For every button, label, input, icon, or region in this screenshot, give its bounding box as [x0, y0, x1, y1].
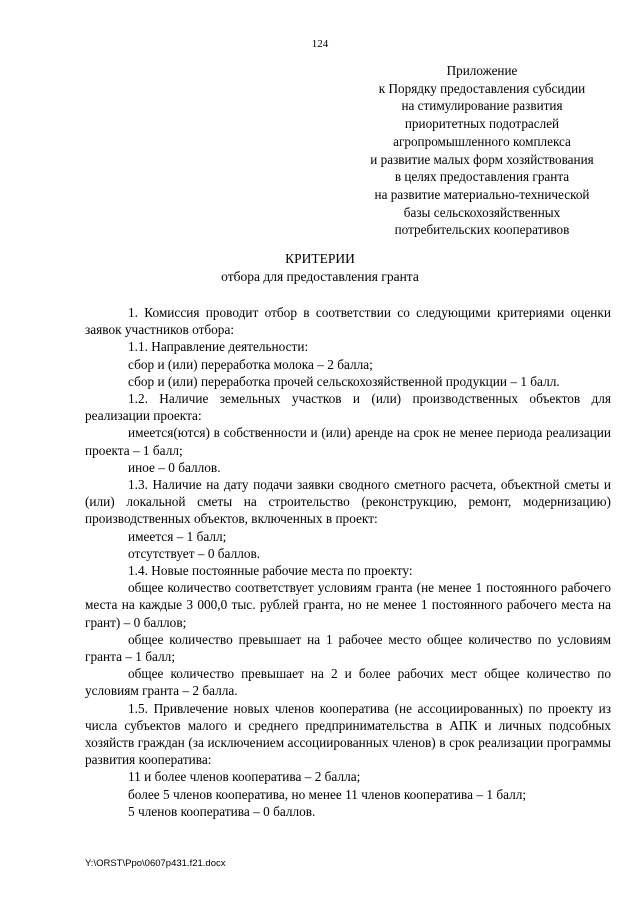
appendix-line: к Порядку предоставления субсидии: [378, 80, 586, 96]
appendix-line: базы сельскохозяйственных: [403, 204, 561, 220]
paragraph: 5 членов кооператива – 0 баллов.: [128, 803, 316, 819]
paragraph: более 5 членов кооператива, но менее 11 членов кооператива – 1 балл;: [128, 786, 527, 802]
appendix-line: Приложение: [446, 63, 518, 78]
appendix-line: потребительских кооперативов: [394, 222, 570, 238]
paragraph: 1.1. Направление деятельности:: [128, 339, 309, 355]
paragraph: отсутствует – 0 баллов.: [128, 545, 261, 561]
paragraph: общее количество превышает на 2 и более рабочих мест общее количество по условиям гранта – 2 балла.: [85, 666, 611, 699]
paragraph: 11 и более членов кооператива – 2 балла;: [128, 769, 361, 785]
document-body: [85, 304, 611, 820]
appendix-line: приоритетных подотраслей: [404, 116, 560, 132]
paragraph: 1.4. Новые постоянные рабочие места по проекту:: [128, 563, 413, 579]
file-path-footer: Y:\ORST\Ppo\0607p431.f21.docx: [85, 858, 226, 869]
appendix-header: [334, 62, 630, 239]
paragraph: имеется(ются) в собственности и (или) аренде на срок не менее периода реализации проекта – 1 балл;: [85, 425, 611, 458]
paragraph: имеется – 1 балл;: [128, 528, 227, 544]
appendix-line: на развитие материально-технической: [374, 186, 590, 202]
paragraph: общее количество соответствует условиям гранта (не менее 1 постоянного рабочего места на каждые 3 000,0 тыс. рублей гранта, но не менее 1 постоянного рабочего места на грант) – 0 баллов;: [85, 580, 611, 630]
paragraph: общее количество превышает на 1 рабочее место общее количество по условиям гранта – 1 балл;: [85, 631, 611, 665]
appendix-line: агропромышленного комплекса: [393, 133, 571, 149]
appendix-line: и развитие малых форм хозяйствования: [370, 151, 594, 167]
paragraph: 1.3. Наличие на дату подачи заявки сводного сметного расчета, объектной сметы и (или) локальной сметы на строительство (реконструкцию, ремонт, модернизацию) производственных объектов, включенных в проект:: [85, 477, 611, 527]
paragraph: сбор и (или) переработка прочей сельскохозяйственной продукции – 1 балл.: [128, 373, 560, 389]
title-sub: отбора для предоставления гранта: [221, 269, 419, 284]
paragraph: сбор и (или) переработка молока – 2 балла;: [128, 356, 373, 372]
title-main: КРИТЕРИИ: [285, 251, 355, 266]
document-title: [0, 250, 640, 286]
page-number: 124: [311, 38, 329, 50]
paragraph: 1.5. Привлечение новых членов кооператива (не ассоциированных) по проекту из числа субъектов малого и среднего предпринимательства в АПК и личных подсобных хозяйств граждан (за исключением ассоциированных членов) в срок реализации программы развития кооператива:: [85, 700, 611, 768]
paragraph: 1. Комиссия проводит отбор в соответствии со следующими критериями оценки заявок участников отбора:: [85, 305, 611, 338]
paragraph: 1.2. Наличие земельных участков и (или) производственных объектов для реализации проекта:: [85, 391, 611, 424]
appendix-line: в целях предоставления гранта: [394, 169, 570, 185]
paragraph: иное – 0 баллов.: [128, 459, 221, 475]
appendix-line: на стимулирование развития: [401, 98, 563, 114]
